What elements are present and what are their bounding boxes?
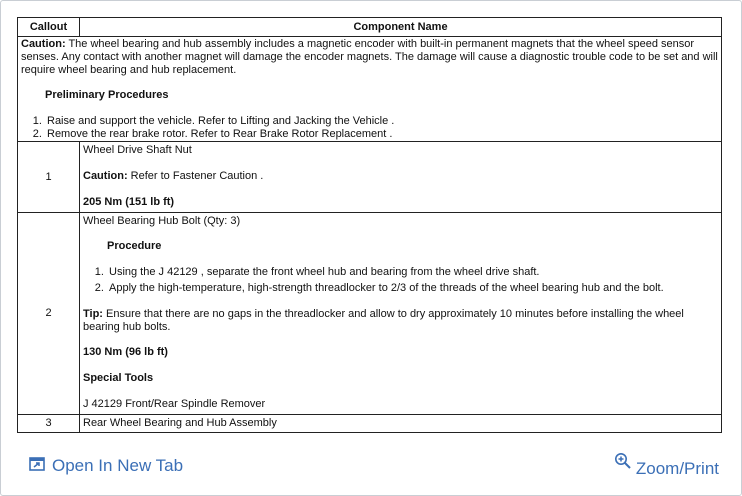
- procedure-steps: [83, 266, 718, 295]
- prelim-title: Preliminary Procedures: [45, 89, 169, 101]
- tip-text: Ensure that there are no gaps in the threadlocker and allow to dry approximately 10 minutes before installing the wheel bearing hub bolts.: [83, 308, 684, 333]
- procedure-title: Procedure: [107, 240, 162, 252]
- component-name: Wheel Drive Shaft Nut: [83, 144, 192, 156]
- zoom-print-link[interactable]: [614, 452, 719, 479]
- procedure-table: [17, 17, 722, 433]
- prelim-steps: [21, 115, 718, 141]
- header-component-name: Component Name: [80, 18, 722, 37]
- zoom-in-icon: [614, 452, 636, 479]
- list-item: 1. Using the J 42129 , separate the front wheel hub and bearing from the wheel drive shaft.: [107, 266, 718, 279]
- torque-spec: 205 Nm (151 lb ft): [83, 196, 175, 208]
- component-cell: [80, 415, 722, 433]
- footer-bar: [1, 448, 741, 484]
- tip-label: Tip:: [83, 308, 103, 320]
- caution-text: The wheel bearing and hub assembly includes a magnetic encoder with built-in permanent magnets that the wheel speed sensor senses. Any contact with another magnet will damage the encoder magnets. The damage will cause a diagnostic trouble code to be set and will require wheel bearing and hub replacement.: [21, 38, 718, 76]
- table-row: [18, 415, 722, 433]
- open-new-tab-icon: [29, 456, 52, 476]
- header-callout: Callout: [18, 18, 80, 37]
- intro-row: [18, 37, 722, 142]
- row-tip: [83, 308, 718, 334]
- table-header-row: [18, 18, 722, 37]
- zoom-print-label: Zoom/Print: [635, 459, 719, 478]
- open-in-new-tab-link[interactable]: [29, 456, 183, 476]
- special-tools-title: Special Tools: [83, 372, 154, 384]
- list-item: 1. Raise and support the vehicle. Refer to Lifting and Jacking the Vehicle .: [45, 115, 718, 128]
- table-row: [18, 142, 722, 213]
- caution-label: Caution:: [21, 38, 66, 50]
- component-cell: [80, 213, 722, 415]
- caution-text: Refer to Fastener Caution .: [127, 170, 264, 182]
- callout-number: 2: [18, 213, 80, 415]
- special-tool-item: J 42129 Front/Rear Spindle Remover: [83, 398, 266, 410]
- callout-number: 1: [18, 142, 80, 213]
- row-caution: [83, 170, 718, 183]
- torque-spec: 130 Nm (96 lb ft): [83, 346, 168, 358]
- component-name: Rear Wheel Bearing and Hub Assembly: [83, 417, 277, 429]
- caution-label: Caution:: [83, 170, 128, 182]
- component-name: Wheel Bearing Hub Bolt (Qty: 3): [83, 215, 241, 227]
- intro-caution: [21, 38, 718, 77]
- table-row: [18, 213, 722, 415]
- callout-number: 3: [18, 415, 80, 433]
- list-item: 2. Apply the high-temperature, high-strength threadlocker to 2/3 of the threads of the wheel bearing hub and the bolt.: [107, 282, 718, 295]
- list-item: 2. Remove the rear brake rotor. Refer to Rear Brake Rotor Replacement .: [45, 128, 718, 141]
- component-cell: [80, 142, 722, 213]
- open-in-new-tab-label: Open In New Tab: [52, 456, 184, 475]
- intro-cell: [18, 37, 722, 142]
